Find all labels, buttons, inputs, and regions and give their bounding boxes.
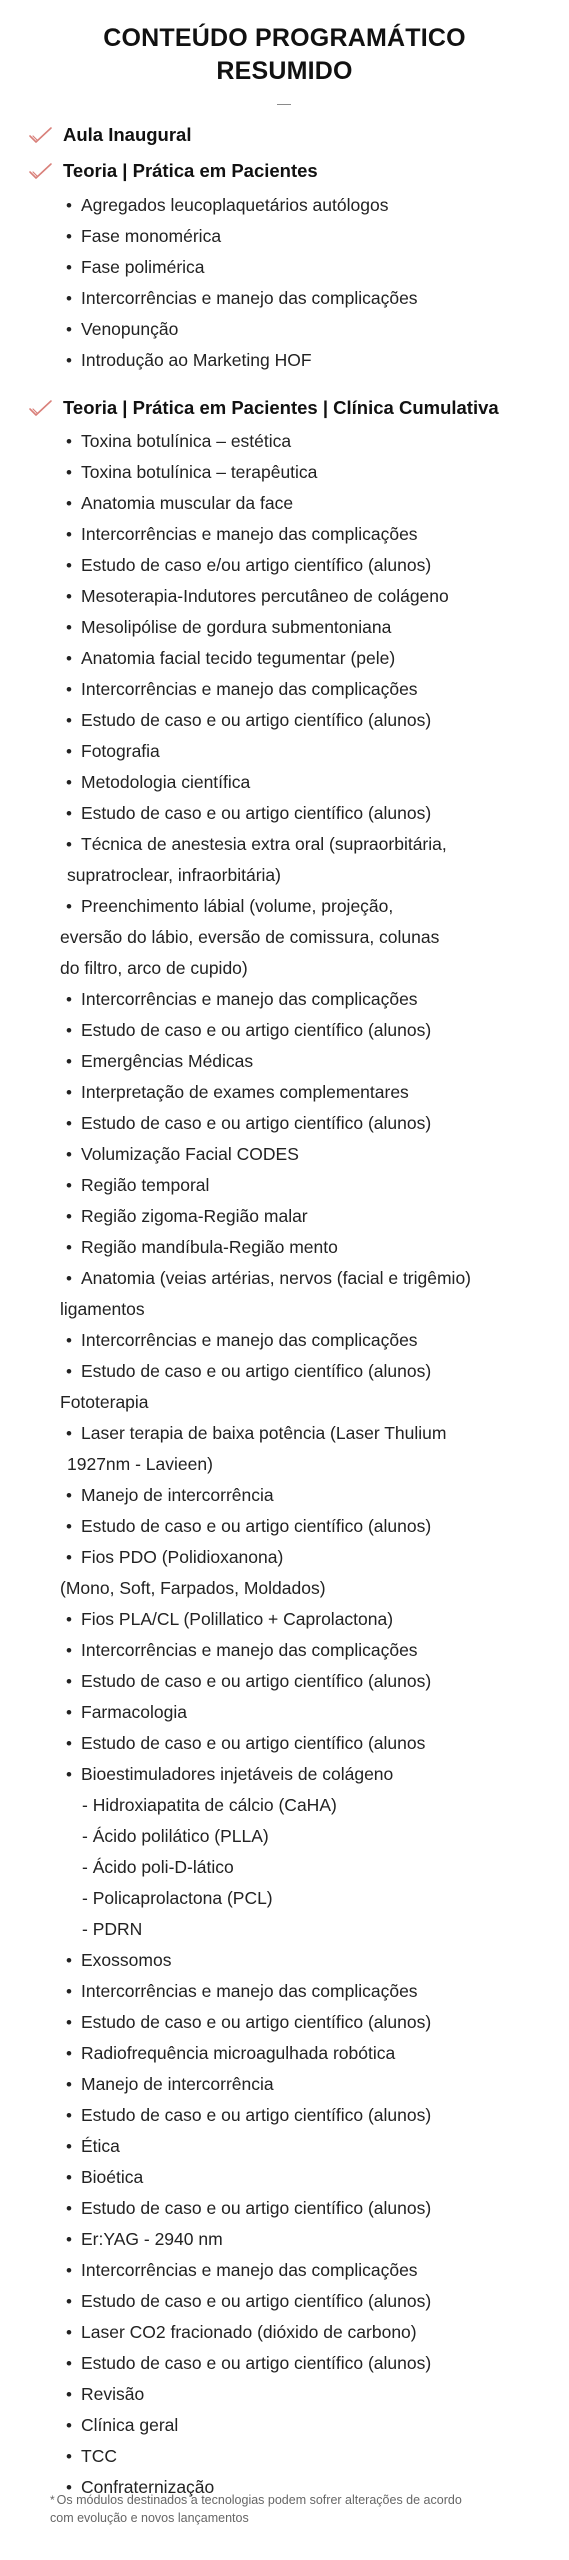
list-item: • Anatomia muscular da face <box>62 488 471 519</box>
list-item: • Mesolipólise de gordura submentoniana <box>62 612 471 643</box>
section-aula-inaugural <box>28 122 192 148</box>
list-item: • Intercorrências e manejo das complicações <box>62 283 418 314</box>
topic-list-teoria-pratica <box>62 190 418 376</box>
title-divider <box>277 104 291 105</box>
list-item: • Fotografia <box>62 736 471 767</box>
list-item-continuation: ligamentos <box>60 1299 145 1319</box>
section-label: Aula Inaugural <box>63 124 192 145</box>
list-item: • Estudo de caso e ou artigo científico (alunos) <box>62 2348 471 2379</box>
list-item: • Estudo de caso e/ou artigo científico (alunos) <box>62 550 471 581</box>
list-item: • Fase monomérica <box>62 221 418 252</box>
list-item: • Técnica de anestesia extra oral (supraorbitária, <box>62 829 471 860</box>
list-item: • Estudo de caso e ou artigo científico (alunos) <box>62 798 471 829</box>
list-item: • Bioética <box>62 2162 471 2193</box>
list-item: • Emergências Médicas <box>62 1046 471 1077</box>
list-item: • Região temporal <box>62 1170 471 1201</box>
list-item-continuation: supratroclear, infraorbitária) <box>67 865 281 885</box>
list-item: • Intercorrências e manejo das complicações <box>62 2255 471 2286</box>
list-item: • TCC <box>62 2441 471 2472</box>
list-item: • Introdução ao Marketing HOF <box>62 345 418 376</box>
page-title-line-2: RESUMIDO <box>216 57 353 85</box>
list-item: • Intercorrências e manejo das complicações <box>62 519 471 550</box>
footnote-text-1: Os módulos destinados a tecnologias podem sofrer alterações de acordo <box>56 2493 462 2507</box>
list-item: • Ética <box>62 2131 471 2162</box>
footnote-line-2: com evolução e novos lançamentos <box>50 2511 249 2525</box>
list-item: • Interpretação de exames complementares <box>62 1077 471 1108</box>
list-item: • Fase polimérica <box>62 252 418 283</box>
list-item: • Toxina botulínica – estética <box>62 426 471 457</box>
sub-list-item: - PDRN <box>82 1919 143 1939</box>
list-item: • Mesoterapia-Indutores percutâneo de colágeno <box>62 581 471 612</box>
list-item: • Estudo de caso e ou artigo científico (alunos) <box>62 1015 471 1046</box>
list-item: • Farmacologia <box>62 1697 471 1728</box>
section-clinica-cumulativa <box>28 395 499 421</box>
list-item: • Intercorrências e manejo das complicações <box>62 674 471 705</box>
footnote-asterisk: * <box>50 2493 55 2507</box>
list-item-continuation: do filtro, arco de cupido) <box>60 958 248 978</box>
footnote <box>50 2491 550 2527</box>
section-label: Teoria | Prática em Pacientes <box>63 160 318 181</box>
list-item: • Estudo de caso e ou artigo científico (alunos) <box>62 705 471 736</box>
list-item: • Estudo de caso e ou artigo científico (alunos) <box>62 2100 471 2131</box>
list-item-continuation: 1927nm - Lavieen) <box>67 1454 213 1474</box>
list-item: • Radiofrequência microagulhada robótica <box>62 2038 471 2069</box>
list-item: • Anatomia facial tecido tegumentar (pele) <box>62 643 471 674</box>
list-item: • Preenchimento lábial (volume, projeção, <box>62 891 471 922</box>
list-item: • Região zigoma-Região malar <box>62 1201 471 1232</box>
list-item: • Estudo de caso e ou artigo científico (alunos) <box>62 1108 471 1139</box>
sub-list-item: - Ácido poli-D-lático <box>82 1857 234 1877</box>
list-item: • Manejo de intercorrência <box>62 2069 471 2100</box>
list-item: • Estudo de caso e ou artigo científico (alunos) <box>62 2007 471 2038</box>
list-item: • Estudo de caso e ou artigo científico (alunos) <box>62 1356 471 1387</box>
page-title <box>0 22 569 88</box>
list-item: • Intercorrências e manejo das complicações <box>62 1325 471 1356</box>
list-item: • Fios PDO (Polidioxanona) <box>62 1542 471 1573</box>
list-item: • Região mandíbula-Região mento <box>62 1232 471 1263</box>
list-item: • Fios PLA/CL (Polillatico + Caprolactona) <box>62 1604 471 1635</box>
list-item: • Laser CO2 fracionado (dióxido de carbono) <box>62 2317 471 2348</box>
list-item: • Toxina botulínica – terapêutica <box>62 457 471 488</box>
list-item: • Anatomia (veias artérias, nervos (facial e trigêmio) <box>62 1263 471 1294</box>
checkmark-icon <box>28 125 54 145</box>
list-item: • Manejo de intercorrência <box>62 1480 471 1511</box>
sub-list-item: - Hidroxiapatita de cálcio (CaHA) <box>82 1795 337 1815</box>
list-item: • Estudo de caso e ou artigo científico (alunos) <box>62 2286 471 2317</box>
list-item: • Estudo de caso e ou artigo científico (alunos) <box>62 1666 471 1697</box>
list-item: • Exossomos <box>62 1945 471 1976</box>
list-item: • Estudo de caso e ou artigo científico (alunos) <box>62 1511 471 1542</box>
section-label: Teoria | Prática em Pacientes | Clínica Cumulativa <box>63 397 499 418</box>
list-item: • Volumização Facial CODES <box>62 1139 471 1170</box>
list-item: • Laser terapia de baixa potência (Laser Thulium <box>62 1418 471 1449</box>
list-item: • Intercorrências e manejo das complicações <box>62 984 471 1015</box>
list-item: • Er:YAG - 2940 nm <box>62 2224 471 2255</box>
list-item: • Metodologia científica <box>62 767 471 798</box>
section-teoria-pratica <box>28 158 318 184</box>
checkmark-icon <box>28 161 54 181</box>
list-item-continuation: eversão do lábio, eversão de comissura, colunas <box>60 927 440 947</box>
list-item: • Clínica geral <box>62 2410 471 2441</box>
list-item: • Revisão <box>62 2379 471 2410</box>
footnote-line-1 <box>50 2491 550 2509</box>
page-title-line-1: CONTEÚDO PROGRAMÁTICO <box>103 24 466 52</box>
list-item: • Intercorrências e manejo das complicações <box>62 1976 471 2007</box>
list-item: • Confraternização <box>62 2472 471 2503</box>
list-item: • Venopunção <box>62 314 418 345</box>
list-item-continuation: (Mono, Soft, Farpados, Moldados) <box>60 1578 326 1598</box>
list-item: • Bioestimuladores injetáveis de colágeno <box>62 1759 471 1790</box>
list-item: • Intercorrências e manejo das complicações <box>62 1635 471 1666</box>
sub-list-item: - Policaprolactona (PCL) <box>82 1888 273 1908</box>
list-item: • Agregados leucoplaquetários autólogos <box>62 190 418 221</box>
checkmark-icon <box>28 398 54 418</box>
list-item: • Estudo de caso e ou artigo científico (alunos <box>62 1728 471 1759</box>
topic-list-clinica-cumulativa <box>62 426 471 2503</box>
list-item: • Estudo de caso e ou artigo científico (alunos) <box>62 2193 471 2224</box>
sub-list-item: - Ácido polilático (PLLA) <box>82 1826 269 1846</box>
list-item-continuation: Fototerapia <box>60 1392 149 1412</box>
